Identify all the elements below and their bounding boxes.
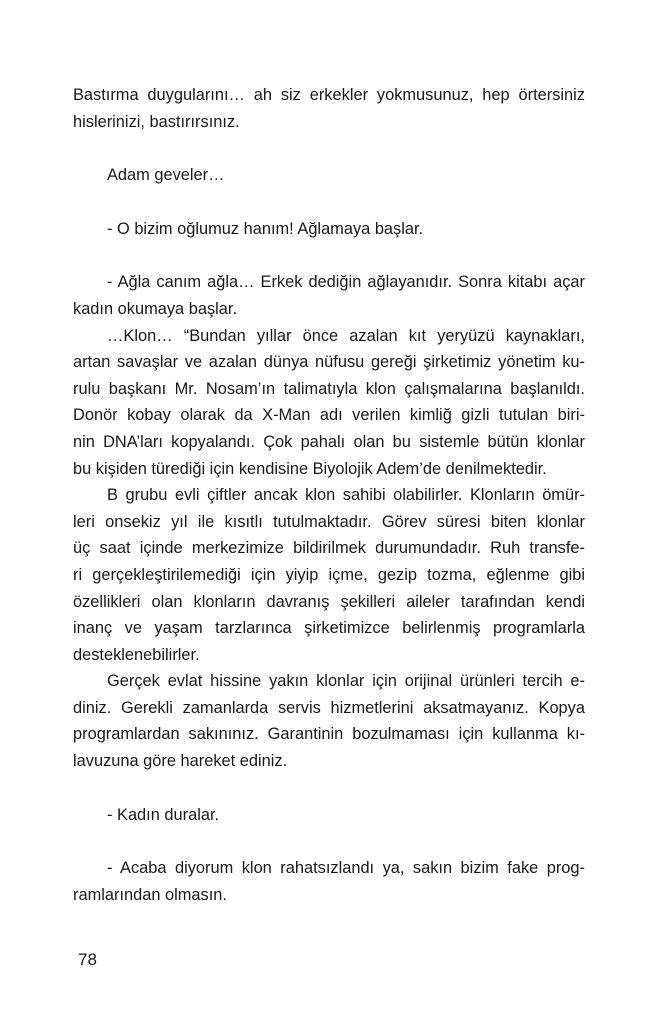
paragraph (73, 668, 585, 774)
text-line: artan savaşlar ve azalan dünya nüfusu gereği şirketimiz yönetim ku- (73, 353, 585, 372)
paragraph-gap (73, 242, 585, 269)
text-line: Donör kobay olarak da X-Man adı verilen kimliğ gizli tutulan biri- (73, 406, 585, 425)
paragraph (73, 82, 585, 135)
text-line: lavuzuna göre hareket ediniz. (73, 752, 288, 771)
paragraph (73, 802, 585, 829)
text-line: …Klon… “Bundan yıllar önce azalan kıt yeryüzü kaynakları, (107, 326, 585, 345)
page-number: 78 (78, 950, 97, 969)
page-body (73, 82, 585, 908)
text-line: Adam geveler… (107, 166, 225, 185)
text-line: inanç ve yaşam tarzlarınca şirketimizce belirlenmiş programlarla (73, 619, 585, 638)
text-line: - Kadın duralar. (107, 805, 220, 824)
text-line: Gerçek evlat hissine yakın klonlar için orijinal ürünleri tercih e- (107, 672, 585, 691)
text-line: Bastırma duygularını… ah siz erkekler yokmusunuz, hep örtersiniz (73, 86, 585, 104)
text-line: programlardan sakınınız. Garantinin bozulmaması için kullanma kı- (73, 725, 585, 744)
text-line: üç saat içinde merkezimize bildirilmek durumundadır. Ruh transfe- (73, 539, 585, 558)
text-line: B grubu evli çiftler ancak klon sahibi olabilirler. Klonların ömür- (107, 486, 585, 505)
paragraph-gap (73, 828, 585, 855)
text-line: ri gerçekleştirilemediği için yiyip içme, gezip tozma, eğlenme gibi (73, 565, 585, 584)
paragraph-gap (73, 135, 585, 162)
paragraph (73, 216, 585, 243)
text-line: leri onsekiz yıl ile kısıtlı tutulmaktadır. Görev süresi biten klonlar (73, 512, 585, 531)
text-line: diniz. Gerekli zamanlarda servis hizmetlerini aksatmayanız. Kopya (73, 698, 585, 717)
paragraph-gap (73, 775, 585, 802)
paragraph (73, 269, 585, 322)
text-line: özellikleri olan klonların davranış şekilleri aileler tarafından kendi (73, 592, 585, 611)
text-line: desteklenebilirler. (73, 645, 200, 664)
text-line: nin DNA’ları kopyalandı. Çok pahalı olan bu sistemle bütün klonlar (73, 432, 585, 451)
text-line: - Acaba diyorum klon rahatsızlandı ya, sakın bizim fake prog- (107, 859, 585, 878)
paragraph (73, 162, 585, 189)
paragraph-gap (73, 189, 585, 216)
text-line: - Ağla canım ağla… Erkek dediğin ağlayanıdır. Sonra kitabı açar (107, 273, 585, 292)
paragraph (73, 855, 585, 908)
paragraph (73, 482, 585, 668)
text-line: ramlarından olmasın. (73, 885, 227, 904)
text-line: rulu başkanı Mr. Nosam’ın talimatıyla klon çalışmalarına başlanıldı. (73, 379, 585, 398)
text-line: hislerinizi, bastırırsınız. (73, 112, 240, 131)
text-line: kadın okumaya başlar. (73, 299, 238, 318)
text-line: bu kişiden türediği için kendisine Biyolojik Adem’de denilmektedir. (73, 459, 547, 478)
text-line: - O bizim oğlumuz hanım! Ağlamaya başlar. (107, 219, 424, 238)
paragraph (73, 323, 585, 483)
